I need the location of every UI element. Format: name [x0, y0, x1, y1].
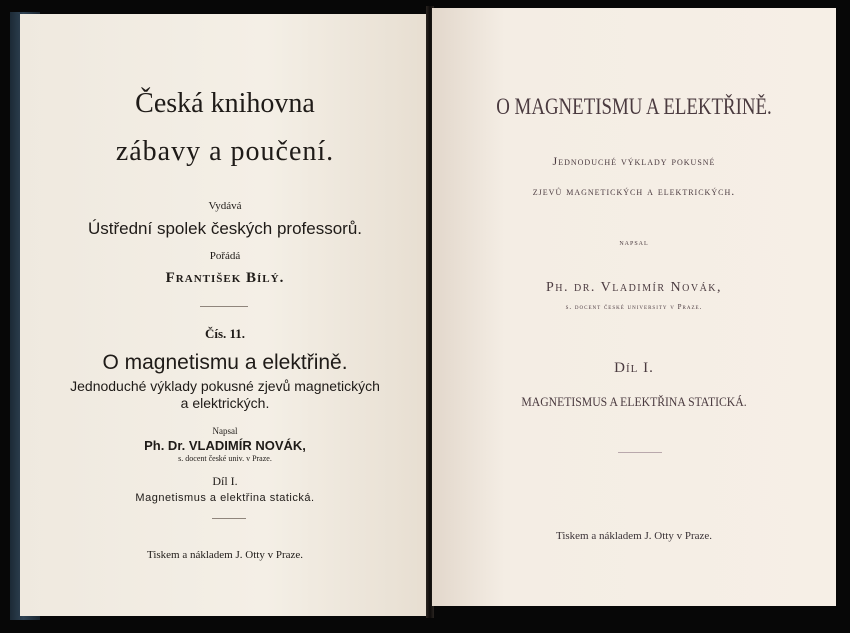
series-title-line-2: zábavy a poučení. [115, 136, 335, 167]
part-number: Díl I. [212, 474, 238, 488]
left-page [20, 14, 430, 616]
book-title: O magnetismu a elektřině. [102, 351, 348, 374]
divider [618, 452, 662, 453]
right-author-label: napsal [619, 238, 649, 247]
right-imprint: Tiskem a nákladem J. Otty v Praze. [555, 530, 712, 542]
subtitle-line-1: Jednoduché výklady pokusné zjevů magnetických [70, 378, 380, 394]
publisher-name: Ústřední spolek českých professorů. [87, 219, 362, 238]
right-part-title: MAGNETISMUS A ELEKTŘINA STATICKÁ. [521, 394, 747, 409]
author-label: Napsal [212, 426, 238, 436]
author-name: Ph. Dr. VLADIMÍR NOVÁK, [144, 438, 306, 453]
series-title-line-1: Česká knihovna [135, 88, 315, 119]
volume-number: Čís. 11. [204, 326, 246, 341]
right-subtitle-line-1: Jednoduché výklady pokusné [552, 154, 716, 168]
divider [200, 306, 248, 307]
right-author-title: s. docent české university v Praze. [565, 303, 703, 311]
right-title: O MAGNETISMU A ELEKTŘINĚ. [496, 94, 772, 119]
divider [212, 518, 246, 519]
right-part-number: Díl I. [614, 360, 654, 376]
subtitle-line-2: a elektrických. [180, 395, 270, 411]
right-author-name: Ph. dr. Vladimír Novák, [545, 280, 723, 295]
imprint: Tiskem a nákladem J. Otty v Praze. [146, 549, 303, 561]
editor-name: František Bílý. [165, 270, 285, 286]
publisher-label: Vydává [208, 200, 242, 212]
editor-label: Pořádá [209, 250, 241, 262]
right-subtitle-line-2: zjevů magnetických a elektrických. [532, 184, 736, 198]
right-page [432, 8, 836, 606]
part-title: Magnetismus a elektřina statická. [135, 492, 315, 504]
author-title: s. docent české univ. v Praze. [178, 454, 272, 463]
